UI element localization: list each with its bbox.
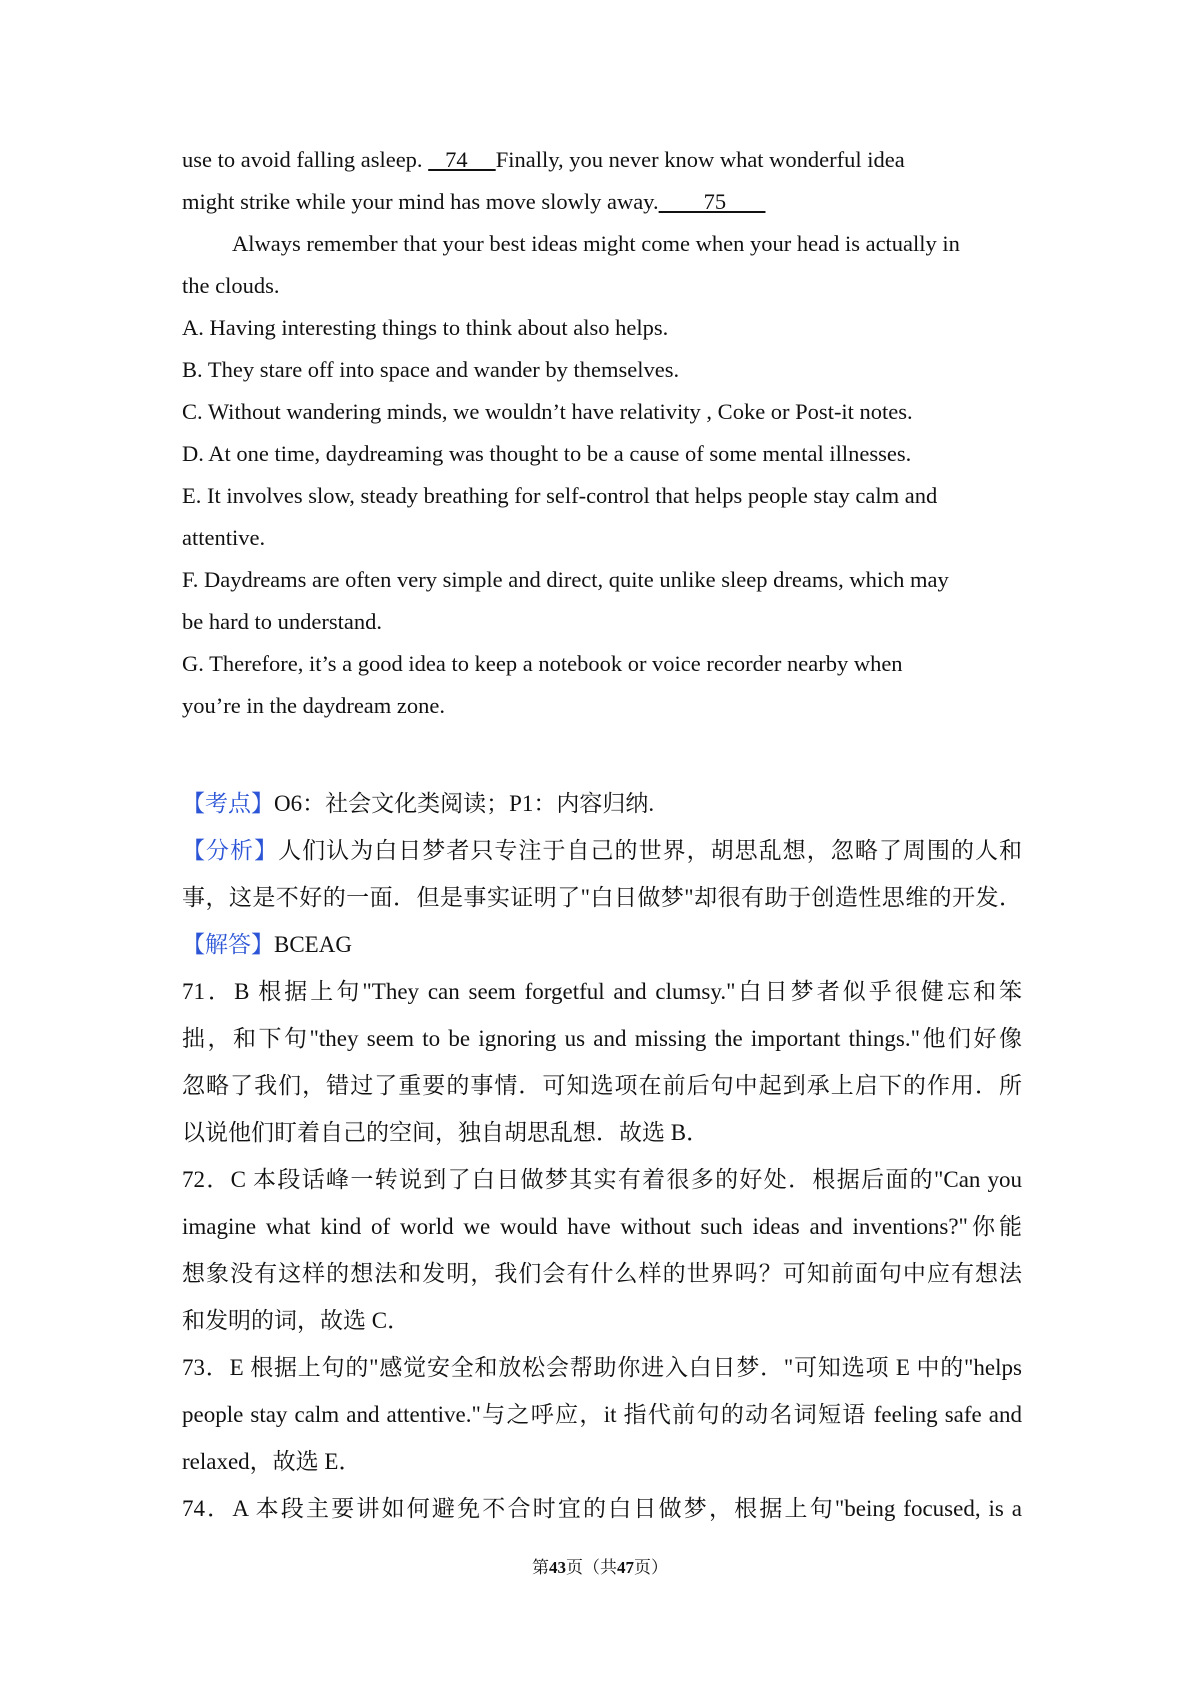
page-footer: 第43页（共47页） xyxy=(532,1558,668,1577)
total-page-count: 47 xyxy=(617,1558,634,1577)
option-f-line-1: F. Daydreams are often very simple and direct, quite unlike sleep dreams, which may xyxy=(182,567,949,592)
q73-line-3: relaxed，故选 E． xyxy=(182,1449,362,1474)
option-e-line-2: attentive. xyxy=(182,525,266,550)
q73-line-1: 73．E 根据上句的"感觉安全和放松会帮助你进入白日梦．"可知选项 E 中的"helps xyxy=(182,1355,1022,1380)
option-f-line-2: be hard to understand. xyxy=(182,609,382,634)
fenxi-line-1: 【分析】人们认为白日梦者只专注于自己的世界，胡思乱想，忽略了周围的人和 xyxy=(182,838,1023,863)
q72-line-1: 72．C 本段话峰一转说到了白日做梦其实有着很多的好处．根据后面的"Can you xyxy=(182,1167,1022,1192)
q72-line-4: 和发明的词，故选 C． xyxy=(182,1308,411,1333)
q71-line-2: 拙，和下句"they seem to be ignoring us and missing the important things."他们好像 xyxy=(182,1026,1022,1051)
q74-line-1: 74．A 本段主要讲如何避免不合时宜的白日做梦，根据上句"being focused, is a xyxy=(182,1496,1022,1521)
current-page-number: 43 xyxy=(549,1558,566,1577)
fenxi-tag: 【分析】 xyxy=(182,838,279,863)
q73-line-2: people stay calm and attentive."与之呼应，it 指代前句的动名词短语 feeling safe and xyxy=(182,1402,1022,1427)
blank-74: 74 xyxy=(428,147,496,172)
closing-paragraph-line-1: Always remember that your best ideas might come when your head is actually in xyxy=(232,231,960,256)
jieda-tag: 【解答】 xyxy=(182,932,274,957)
q71-line-3: 忽略了我们，错过了重要的事情．可知选项在前后句中起到承上启下的作用．所 xyxy=(182,1073,1022,1098)
option-e-line-1: E. It involves slow, steady breathing for self-control that helps people stay calm and xyxy=(182,483,938,508)
q72-line-2: imagine what kind of world we would have without such ideas and inventions?"你能 xyxy=(182,1214,1022,1239)
q71-line-4: 以说他们盯着自己的空间，独自胡思乱想．故选 B． xyxy=(182,1120,710,1145)
kaodian-tag: 【考点】 xyxy=(182,791,274,816)
option-a: A. Having interesting things to think about also helps. xyxy=(182,315,669,340)
passage-line-2: might strike while your mind has move slowly away. 75 xyxy=(182,189,766,214)
closing-paragraph-line-2: the clouds. xyxy=(182,273,280,298)
option-g-line-1: G. Therefore, it’s a good idea to keep a notebook or voice recorder nearby when xyxy=(182,651,903,676)
jieda-line: 【解答】BCEAG xyxy=(182,932,352,957)
option-d: D. At one time, daydreaming was thought to be a cause of some mental illnesses. xyxy=(182,441,912,466)
option-c: C. Without wandering minds, we wouldn’t have relativity , Coke or Post-it notes. xyxy=(182,399,913,424)
blank-75: 75 xyxy=(658,189,766,214)
q72-line-3: 想象没有这样的想法和发明，我们会有什么样的世界吗？可知前面句中应有想法 xyxy=(182,1261,1022,1286)
passage-line-1: use to avoid falling asleep. 74 Finally, you never know what wonderful idea xyxy=(182,147,905,172)
option-g-line-2: you’re in the daydream zone. xyxy=(182,693,446,718)
q71-line-1: 71．B 根据上句"They can seem forgetful and clumsy."白日梦者似乎很健忘和笨 xyxy=(182,979,1022,1004)
option-b: B. They stare off into space and wander by themselves. xyxy=(182,357,680,382)
kaodian-line: 【考点】O6：社会文化类阅读；P1：内容归纳. xyxy=(182,791,655,816)
fenxi-line-2: 事，这是不好的一面．但是事实证明了"白日做梦"却很有助于创造性思维的开发． xyxy=(182,885,1022,910)
